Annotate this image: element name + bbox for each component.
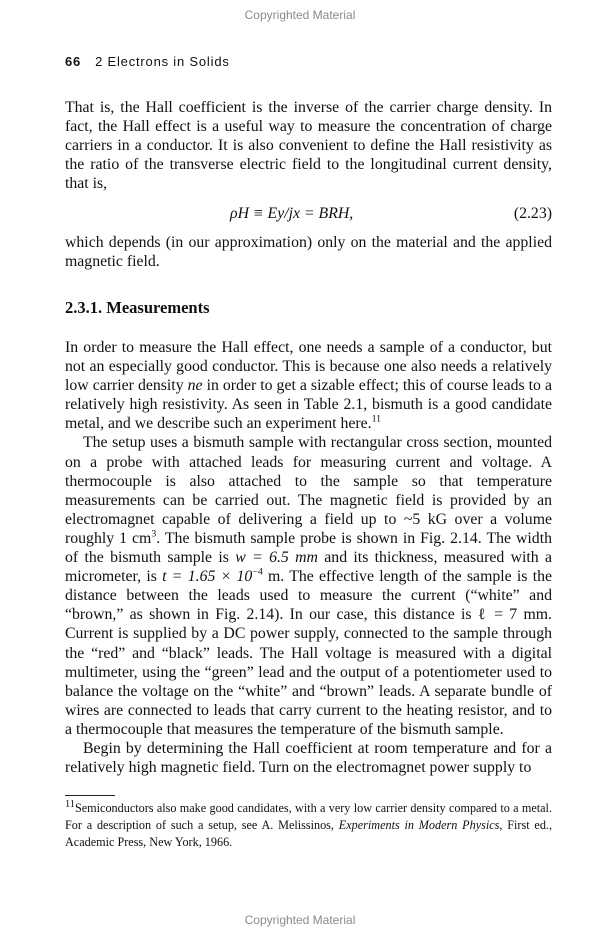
footnote-reference: 11: [371, 414, 382, 426]
p2-text-d: m. The effective length of the sample is the distance between the leads used to measure the current (“white” and “brown,” as shown in Fig. 2.14). In our case, this distance is ℓ = 7 mm. Current is supplied by a DC power supply, connected to the sample through the “red” and “black” leads. The Hall voltage is measured with a digital multimeter, using the “green” lead and the output of a potentiometer used to balance the voltage on the “white” and “brown” leads. A separate bundle of wires are connected to leads that carry current to the heating resistor, and to a thermocouple that measures the temperature of the bismuth sample.: [65, 568, 552, 738]
equation-number: (2.23): [513, 205, 552, 222]
p1-text-b: in order to get a sizable effect; this of course leads to a relatively high resistivity. As seen in Table 2.1, bismuth is a good candidate metal, and we describe such an experiment here.: [65, 377, 552, 433]
footnote: [65, 800, 552, 851]
paragraph-3: Begin by determining the Hall coefficient at room temperature and for a relatively high magnetic field. Turn on the electromagnet power supply to: [65, 739, 552, 777]
paragraph-1: [65, 338, 552, 433]
after-equation-paragraph: [65, 233, 552, 271]
p2-exponent: −4: [252, 566, 263, 578]
after-equation-text: which depends (in our approximation) only on the material and the applied magnetic field.: [65, 234, 552, 271]
watermark-top: Copyrighted Material: [244, 8, 356, 22]
intro-text: That is, the Hall coefficient is the inverse of the carrier charge density. In fact, the Hall effect is a useful way to measure the concentration of charge carriers in a conductor. It is also convenient to define the Hall resistivity as the ratio of the transverse electric field to the longitudinal current density, that is,: [65, 99, 552, 193]
p1-text-a: In order to measure the Hall effect, one needs a sample of a conductor, but not an especially good conductor. This is because one also needs a relatively low carrier density: [65, 339, 552, 395]
watermark-bottom: Copyrighted Material: [244, 913, 356, 927]
equation-2-23: [65, 205, 552, 225]
p2-text-b: . The bismuth sample probe is shown in Fig. 2.14. The width of the bismuth sample is: [65, 529, 552, 567]
intro-paragraph: [65, 98, 552, 193]
footnote-text-a: Semiconductors also make good candidates, with a very low carrier density compared to a metal. For a description of such a setup, see A. Melissinos,: [65, 801, 552, 832]
section-heading: 2.3.1. Measurements: [65, 298, 210, 317]
chapter-title: 2 Electrons in Solids: [95, 54, 230, 69]
p2-text-a: The setup uses a bismuth sample with rectangular cross section, mounted on a probe with attached leads for measuring current and voltage. A thermocouple is also attached to the sample so that temperature measurements can be carried out. The magnetic field is provided by an electromagnet capable of delivering a field up to ~5 kG over a volume roughly 1 cm: [65, 434, 552, 547]
footnote-text-b: , First ed., Academic Press, New York, 1966.: [65, 818, 553, 849]
p1-ne: ne: [187, 377, 203, 395]
measurements-body: [65, 338, 552, 777]
footnote-rule: [65, 795, 115, 796]
p2-width: w = 6.5 mm: [235, 549, 318, 567]
p2-thickness: t = 1.65 × 10: [162, 568, 253, 586]
page-number: 66: [65, 54, 82, 69]
equation-formula: ρH ≡ Ey/jx = BRH,: [230, 205, 354, 222]
p2-text-c: and its thickness, measured with a micrometer, is: [65, 549, 552, 586]
p2-cube: 3: [151, 528, 157, 540]
paragraph-2: [65, 433, 552, 739]
footnote-marker: 11: [65, 798, 75, 810]
running-head: [65, 54, 545, 69]
footnote-book-title: Experiments in Modern Physics: [338, 818, 500, 832]
